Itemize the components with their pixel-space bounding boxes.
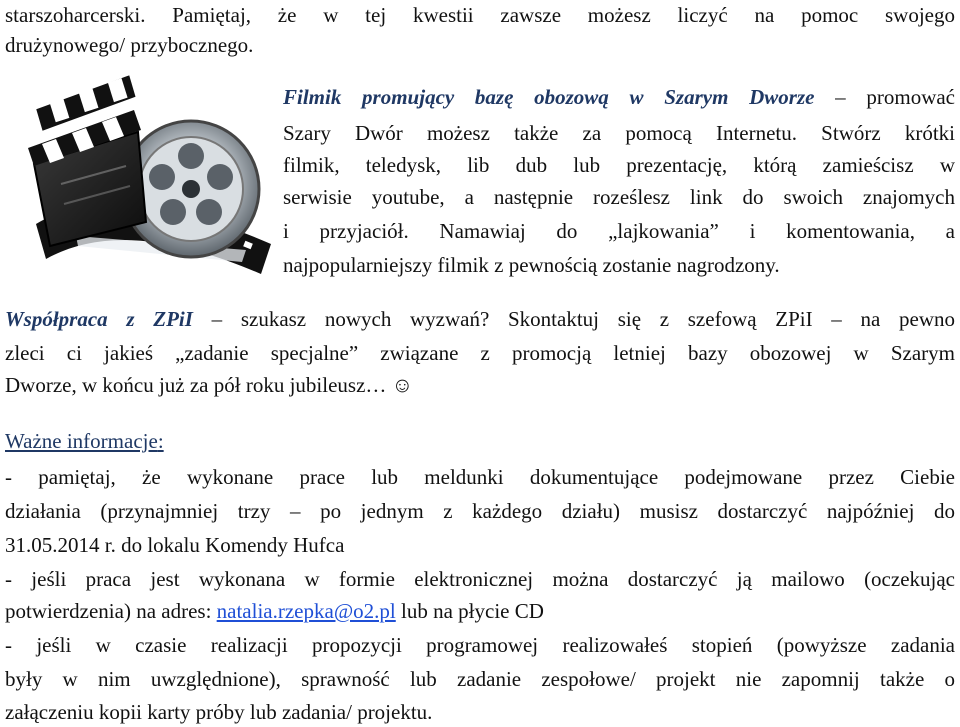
zpii-line-2: zleci ci jakieś „zadanie specjalne” związane z promocją letniej bazy obozowej w Szarym <box>5 341 955 365</box>
info-heading-line <box>5 426 955 456</box>
film-line-1-rest: – promować <box>814 85 956 109</box>
intro-line-2: drużynowego/ przybocznego. <box>5 33 254 57</box>
info-bullet-1-line-1: - pamiętaj, że wykonane prace lub meldunki dokumentujące podejmowane przez Ciebie <box>5 465 955 489</box>
film-line-3: filmik, teledysk, lib dub lub prezentację, którą zamieścisz w <box>283 153 955 177</box>
info-bullet-3-line-3: załączeniu kopii karty próby lub zadania/ projektu. <box>5 700 433 724</box>
email-link[interactable]: natalia.rzepka@o2.pl <box>216 599 396 623</box>
info-bullet-2-line-1: - jeśli praca jest wykonana w formie elektronicznej można dostarczyć ją mailowo (oczekując <box>5 567 955 591</box>
info-bullet-2-text-a: potwierdzenia) na adres: <box>5 599 217 623</box>
zpii-line-1 <box>5 304 955 334</box>
film-section-title: Filmik promujący bazę obozową w Szarym Dworze <box>283 85 815 109</box>
film-line-5: i przyjaciół. Namawiaj do „lajkowania” i komentowania, a <box>283 219 955 243</box>
film-line-2: Szary Dwór możesz także za pomocą Internetu. Stwórz krótki <box>283 121 955 145</box>
zpii-section-title: Współpraca z ZPiI <box>5 307 193 331</box>
info-bullet-1-line-2: działania (przynajmniej trzy – po jednym z każdego działu) musisz dostarczyć najpóźniej do <box>5 499 955 523</box>
film-clapperboard-reel-illustration <box>6 74 276 294</box>
film-line-4: serwisie youtube, a następnie roześlesz link do swoich znajomych <box>283 185 955 209</box>
film-line-1 <box>283 82 955 112</box>
zpii-line-1-rest: – szukasz nowych wyzwań? Skontaktuj się z szefową ZPiI – na pewno <box>192 307 955 331</box>
info-heading-colon: : <box>157 429 164 453</box>
intro-line-1: starszoharcerski. Pamiętaj, że w tej kwestii zawsze możesz liczyć na pomoc swojego <box>5 3 955 27</box>
zpii-line-3: Dworze, w końcu już za pół roku jubileusz… ☺ <box>5 373 414 397</box>
info-bullet-2-text-b: lub na płycie CD <box>395 599 544 623</box>
info-bullet-2-line-2 <box>5 596 955 626</box>
info-bullet-1-line-3: 31.05.2014 r. do lokalu Komendy Hufca <box>5 533 345 557</box>
film-line-6: najpopularniejszy filmik z pewnością zostanie nagrodzony. <box>283 253 780 277</box>
clapperboard-icon <box>28 75 146 246</box>
info-bullet-3-line-2: były w nim uwzględnione), sprawność lub zadanie zespołowe/ projekt nie zapomnij także o <box>5 667 955 691</box>
info-heading: Ważne informacje <box>5 429 158 453</box>
info-bullet-3-line-1: - jeśli w czasie realizacji propozycji programowej realizowałeś stopień (powyższe zadania <box>5 633 955 657</box>
